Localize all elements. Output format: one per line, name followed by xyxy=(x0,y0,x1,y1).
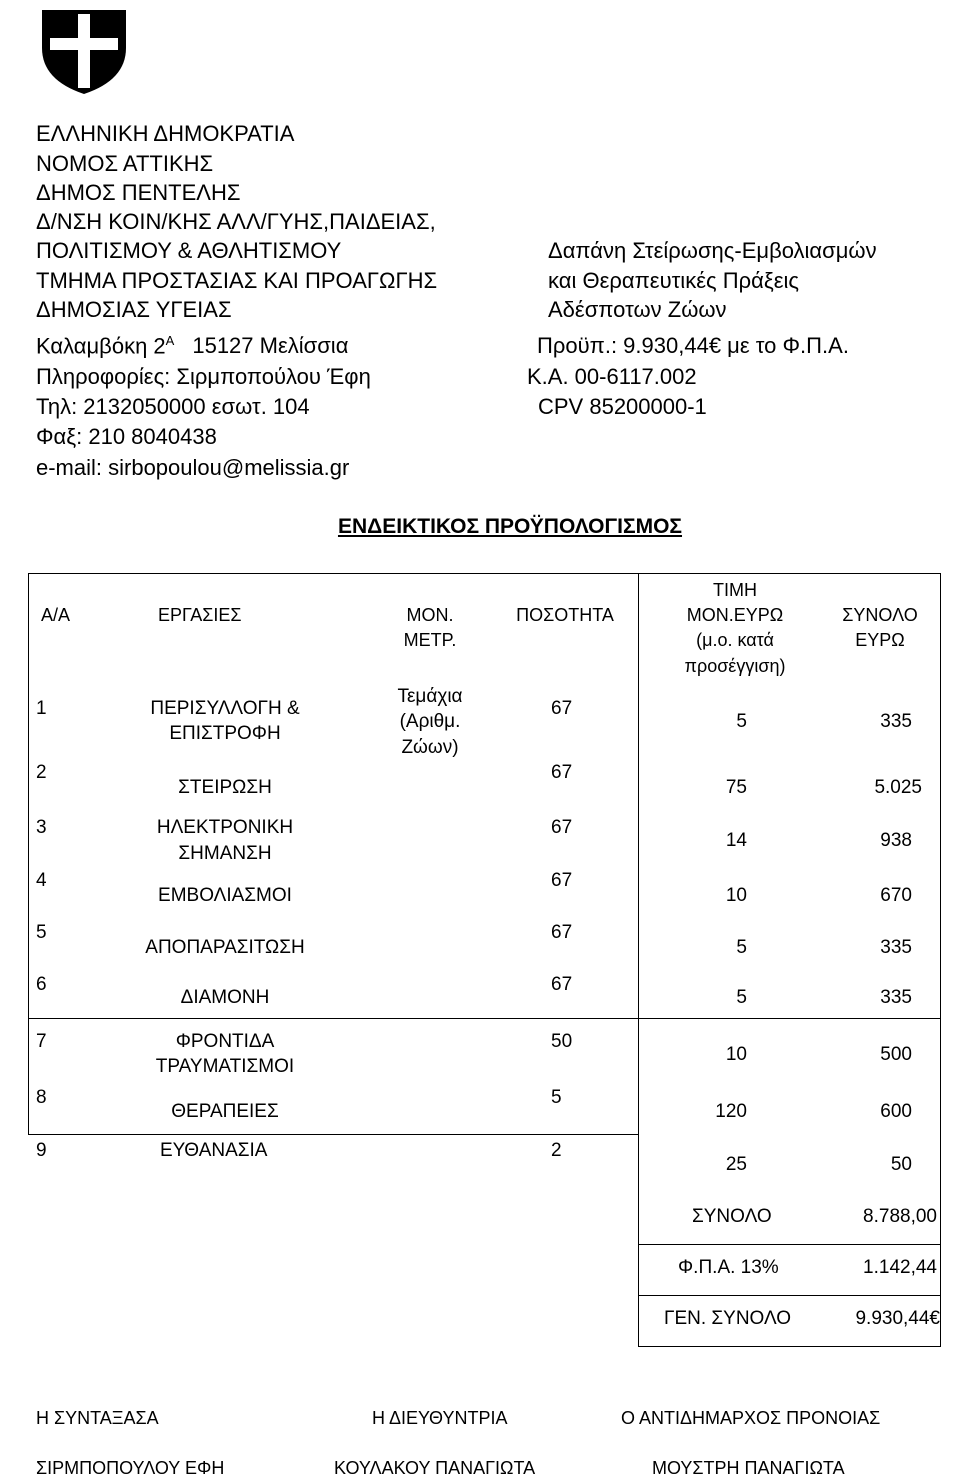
row-aa: 4 xyxy=(36,870,47,891)
header-price: ΤΙΜΗ xyxy=(713,580,757,600)
header-left-line: ΝΟΜΟΣ ΑΤΤΙΚΗΣ xyxy=(36,151,214,176)
header-right-line: και Θεραπευτικές Πράξεις xyxy=(548,268,799,293)
row-aa: 9 xyxy=(36,1140,47,1161)
unit-text: (Αριθμ. xyxy=(399,711,461,732)
unit-text: Τεμάχια xyxy=(397,686,463,707)
greek-emblem-graphic xyxy=(38,4,130,96)
summary-bottom-rule xyxy=(638,1346,940,1347)
summary-left-rule xyxy=(638,573,639,1347)
summary-rule xyxy=(638,1244,940,1245)
table-right-rule xyxy=(940,573,941,1347)
row-work: ΦΡΟΝΤΙΔΑ xyxy=(175,1031,275,1052)
row-aa: 3 xyxy=(36,817,47,838)
header-right-line: Δαπάνη Στείρωσης-Εμβολιασμών xyxy=(548,238,877,263)
header-left-line: ΔΗΜΟΣΙΑΣ ΥΓΕΙΑΣ xyxy=(36,297,232,322)
row-total: 500 xyxy=(880,1044,912,1065)
row-aa: 1 xyxy=(36,698,47,719)
row-total: 5.025 xyxy=(874,777,922,798)
row-price: 75 xyxy=(725,777,747,798)
row-price: 5 xyxy=(736,937,747,958)
row-qty: 67 xyxy=(551,817,573,838)
row-aa: 6 xyxy=(36,974,47,995)
signature-name: ΚΟΥΛΑΚΟΥ ΠΑΝΑΓΙΩΤΑ xyxy=(334,1458,536,1478)
row-work: ΣΗΜΑΝΣΗ xyxy=(178,843,272,864)
header-total: ΕΥΡΩ xyxy=(855,630,905,650)
row-total: 938 xyxy=(880,830,912,851)
unit-text: Ζώων) xyxy=(401,737,459,758)
row-price: 10 xyxy=(725,1044,747,1065)
row-work: ΠΕΡΙΣΥΛΛΟΓΗ & xyxy=(150,698,300,719)
row-qty: 67 xyxy=(551,698,573,719)
row-work: ΤΡΑΥΜΑΤΙΣΜΟΙ xyxy=(155,1056,295,1077)
header-aa: Α/Α xyxy=(41,605,71,625)
row-price: 14 xyxy=(725,830,747,851)
contact-line: Τηλ: 2132050000 εσωτ. 104 xyxy=(36,394,310,419)
header-left-line: ΤΜΗΜΑ ΠΡΟΣΤΑΣΙΑΣ ΚΑΙ ΠΡΟΑΓΩΓΗΣ xyxy=(36,268,438,293)
row-price: 5 xyxy=(736,711,747,732)
address-suffix: 15127 Μελίσσια xyxy=(192,333,349,359)
header-right-line: Προϋπ.: 9.930,44€ με το Φ.Π.Α. xyxy=(537,333,849,358)
row-total: 335 xyxy=(880,937,912,958)
row-qty: 67 xyxy=(551,922,573,943)
row-qty: 5 xyxy=(551,1087,562,1108)
header-unit: ΜΕΤΡ. xyxy=(403,630,457,650)
header-total: ΣΥΝΟΛΟ xyxy=(842,605,918,625)
contact-line: e-mail: sirbopoulou@melissia.gr xyxy=(36,455,350,480)
address-prefix: Καλαμβόκη 2 xyxy=(36,333,166,359)
table-row-rule xyxy=(28,1018,940,1019)
address-sup: Α xyxy=(165,333,175,348)
summary-value: 1.142,44 xyxy=(863,1257,937,1278)
row-price: 5 xyxy=(736,987,747,1008)
row-qty: 67 xyxy=(551,762,573,783)
header-qty: ΠΟΣΟΤΗΤΑ xyxy=(516,605,614,625)
header-price: ΜΟΝ.ΕΥΡΩ xyxy=(686,605,784,625)
row-total: 670 xyxy=(880,885,912,906)
row-aa: 2 xyxy=(36,762,47,783)
row-qty: 67 xyxy=(551,974,573,995)
header-right-line: Αδέσποτων Ζώων xyxy=(548,297,727,322)
signature-role: Η ΣΥΝΤΑΞΑΣΑ xyxy=(36,1408,159,1428)
row-work: ΑΠΟΠΑΡΑΣΙΤΩΣΗ xyxy=(145,937,305,958)
row-price: 25 xyxy=(725,1154,747,1175)
row-total: 50 xyxy=(890,1154,912,1175)
table-bottom-rule xyxy=(28,1134,638,1135)
row-aa: 5 xyxy=(36,922,47,943)
row-work: ΕΠΙΣΤΡΟΦΗ xyxy=(169,723,281,744)
row-work: ΗΛΕΚΤΡΟΝΙΚΗ xyxy=(156,817,294,838)
table-top-rule xyxy=(28,573,940,574)
summary-rule xyxy=(638,1295,940,1296)
contact-line: Φαξ: 210 8040438 xyxy=(36,424,217,449)
summary-label: ΓΕΝ. ΣΥΝΟΛΟ xyxy=(664,1308,792,1329)
document-title: ΕΝΔΕΙΚΤΙΚΟΣ ΠΡΟΫΠΟΛΟΓΙΣΜΟΣ xyxy=(337,515,683,538)
summary-value: 8.788,00 xyxy=(863,1206,937,1227)
row-price: 10 xyxy=(725,885,747,906)
row-price: 120 xyxy=(715,1101,747,1122)
summary-label: ΣΥΝΟΛΟ xyxy=(692,1206,772,1227)
row-work: ΣΤΕΙΡΩΣΗ xyxy=(178,777,272,798)
row-work: ΕΥΘΑΝΑΣΙΑ xyxy=(160,1140,268,1161)
row-total: 335 xyxy=(880,987,912,1008)
header-price: (μ.ο. κατά xyxy=(696,630,774,650)
table-left-rule xyxy=(28,573,29,1135)
signature-name: ΣΙΡΜΠΟΠΟΥΛΟΥ ΕΦΗ xyxy=(36,1458,225,1478)
row-aa: 7 xyxy=(36,1031,47,1052)
row-total: 600 xyxy=(880,1101,912,1122)
header-work: ΕΡΓΑΣΙΕΣ xyxy=(158,605,242,625)
header-right-line: CPV 85200000-1 xyxy=(538,394,707,419)
row-qty: 50 xyxy=(551,1031,573,1052)
row-work: ΘΕΡΑΠΕΙΕΣ xyxy=(171,1101,279,1122)
row-work: ΔΙΑΜΟΝΗ xyxy=(180,987,270,1008)
row-total: 335 xyxy=(880,711,912,732)
address-line xyxy=(36,333,348,359)
row-work: ΕΜΒΟΛΙΑΣΜΟΙ xyxy=(158,885,292,906)
header-left-line: ΔΗΜΟΣ ΠΕΝΤΕΛΗΣ xyxy=(36,180,241,205)
row-aa: 8 xyxy=(36,1087,47,1108)
header-left-line: ΕΛΛΗΝΙΚΗ ΔΗΜΟΚΡΑΤΙΑ xyxy=(36,121,295,146)
header-price: προσέγγιση) xyxy=(684,656,786,676)
header-left-line: ΠΟΛΙΤΙΣΜΟΥ & ΑΘΛΗΤΙΣΜΟΥ xyxy=(36,238,342,263)
header-right-line: Κ.Α. 00-6117.002 xyxy=(527,364,697,389)
row-qty: 67 xyxy=(551,870,573,891)
contact-line: Πληροφορίες: Σιρμποπούλου Έφη xyxy=(36,364,371,389)
row-qty: 2 xyxy=(551,1140,562,1161)
summary-value: 9.930,44€ xyxy=(855,1308,940,1329)
signature-role: Ο ΑΝΤΙΔΗΜΑΡΧΟΣ ΠΡΟΝΟΙΑΣ xyxy=(621,1408,881,1428)
summary-label: Φ.Π.Α. 13% xyxy=(678,1257,779,1278)
header-left-line: Δ/ΝΣΗ ΚΟΙΝ/ΚΗΣ ΑΛΛ/ΓΥΗΣ,ΠΑΙΔΕΙΑΣ, xyxy=(36,209,436,234)
header-unit: ΜΟΝ. xyxy=(406,605,454,625)
signature-role: Η ΔΙΕΥΘΥΝΤΡΙΑ xyxy=(372,1408,508,1428)
signature-name: ΜΟΥΣΤΡΗ ΠΑΝΑΓΙΩΤΑ xyxy=(652,1458,845,1478)
greek-emblem xyxy=(38,4,130,96)
